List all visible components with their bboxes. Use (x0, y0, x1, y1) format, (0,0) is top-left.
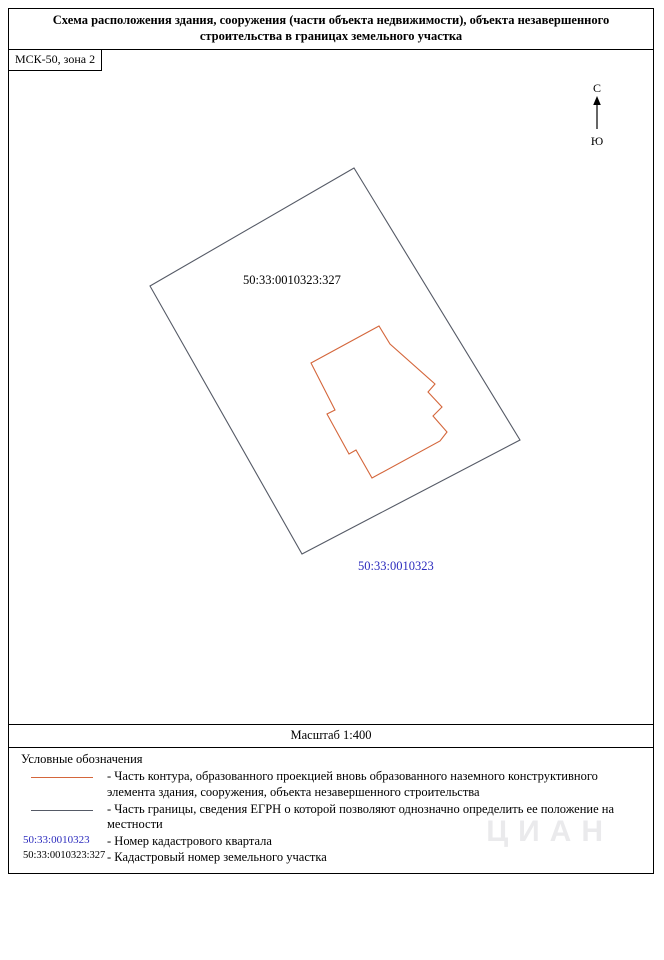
legend-sample-grey-line (21, 802, 107, 811)
legend-item (21, 850, 653, 866)
legend-sample-quarter-code: 50:33:0010323 (23, 833, 90, 846)
watermark: ЦИАН (486, 815, 613, 848)
legend (9, 747, 653, 873)
legend-sample-red-line (21, 769, 107, 778)
parcel-boundary-polygon (150, 168, 520, 554)
legend-item (21, 769, 653, 800)
coordinate-system-row (9, 50, 653, 70)
page-title: Схема расположения здания, сооружения (части объекта недвижимости), объекта незавершенного строительства в границах земельного участка (9, 9, 653, 50)
coordinate-system-label: МСК-50, зона 2 (9, 50, 102, 71)
legend-item (21, 834, 653, 850)
legend-item-text: - Номер кадастрового квартала (107, 833, 272, 848)
legend-item-text: - Часть контура, образованного проекцией вновь образованного наземного конструктивного элемента здания, сооружения, объекта незавершенного строительства (107, 769, 598, 799)
compass-north-label: С (592, 81, 601, 96)
cadastral-map-drawing (9, 70, 655, 670)
legend-item-text: - Кадастровый номер земельного участка (107, 850, 327, 865)
legend-title: Условные обозначения (21, 752, 143, 767)
legend-sample-parcel-code: 50:33:0010323:327 (23, 850, 106, 862)
scale-label: Масштаб 1:400 (9, 724, 653, 747)
parcel-number-label: 50:33:0010323:327 (243, 273, 341, 288)
legend-item-text: - Часть границы, сведения ЕГРН о которой позволяют однозначно определить ее положение на местности (107, 801, 615, 832)
compass-south-label: Ю (590, 133, 604, 148)
quarter-number-label: 50:33:0010323 (358, 559, 434, 574)
document-page (8, 8, 654, 874)
map-area (9, 70, 653, 724)
legend-item (21, 802, 653, 833)
building-outline-path (311, 326, 447, 478)
